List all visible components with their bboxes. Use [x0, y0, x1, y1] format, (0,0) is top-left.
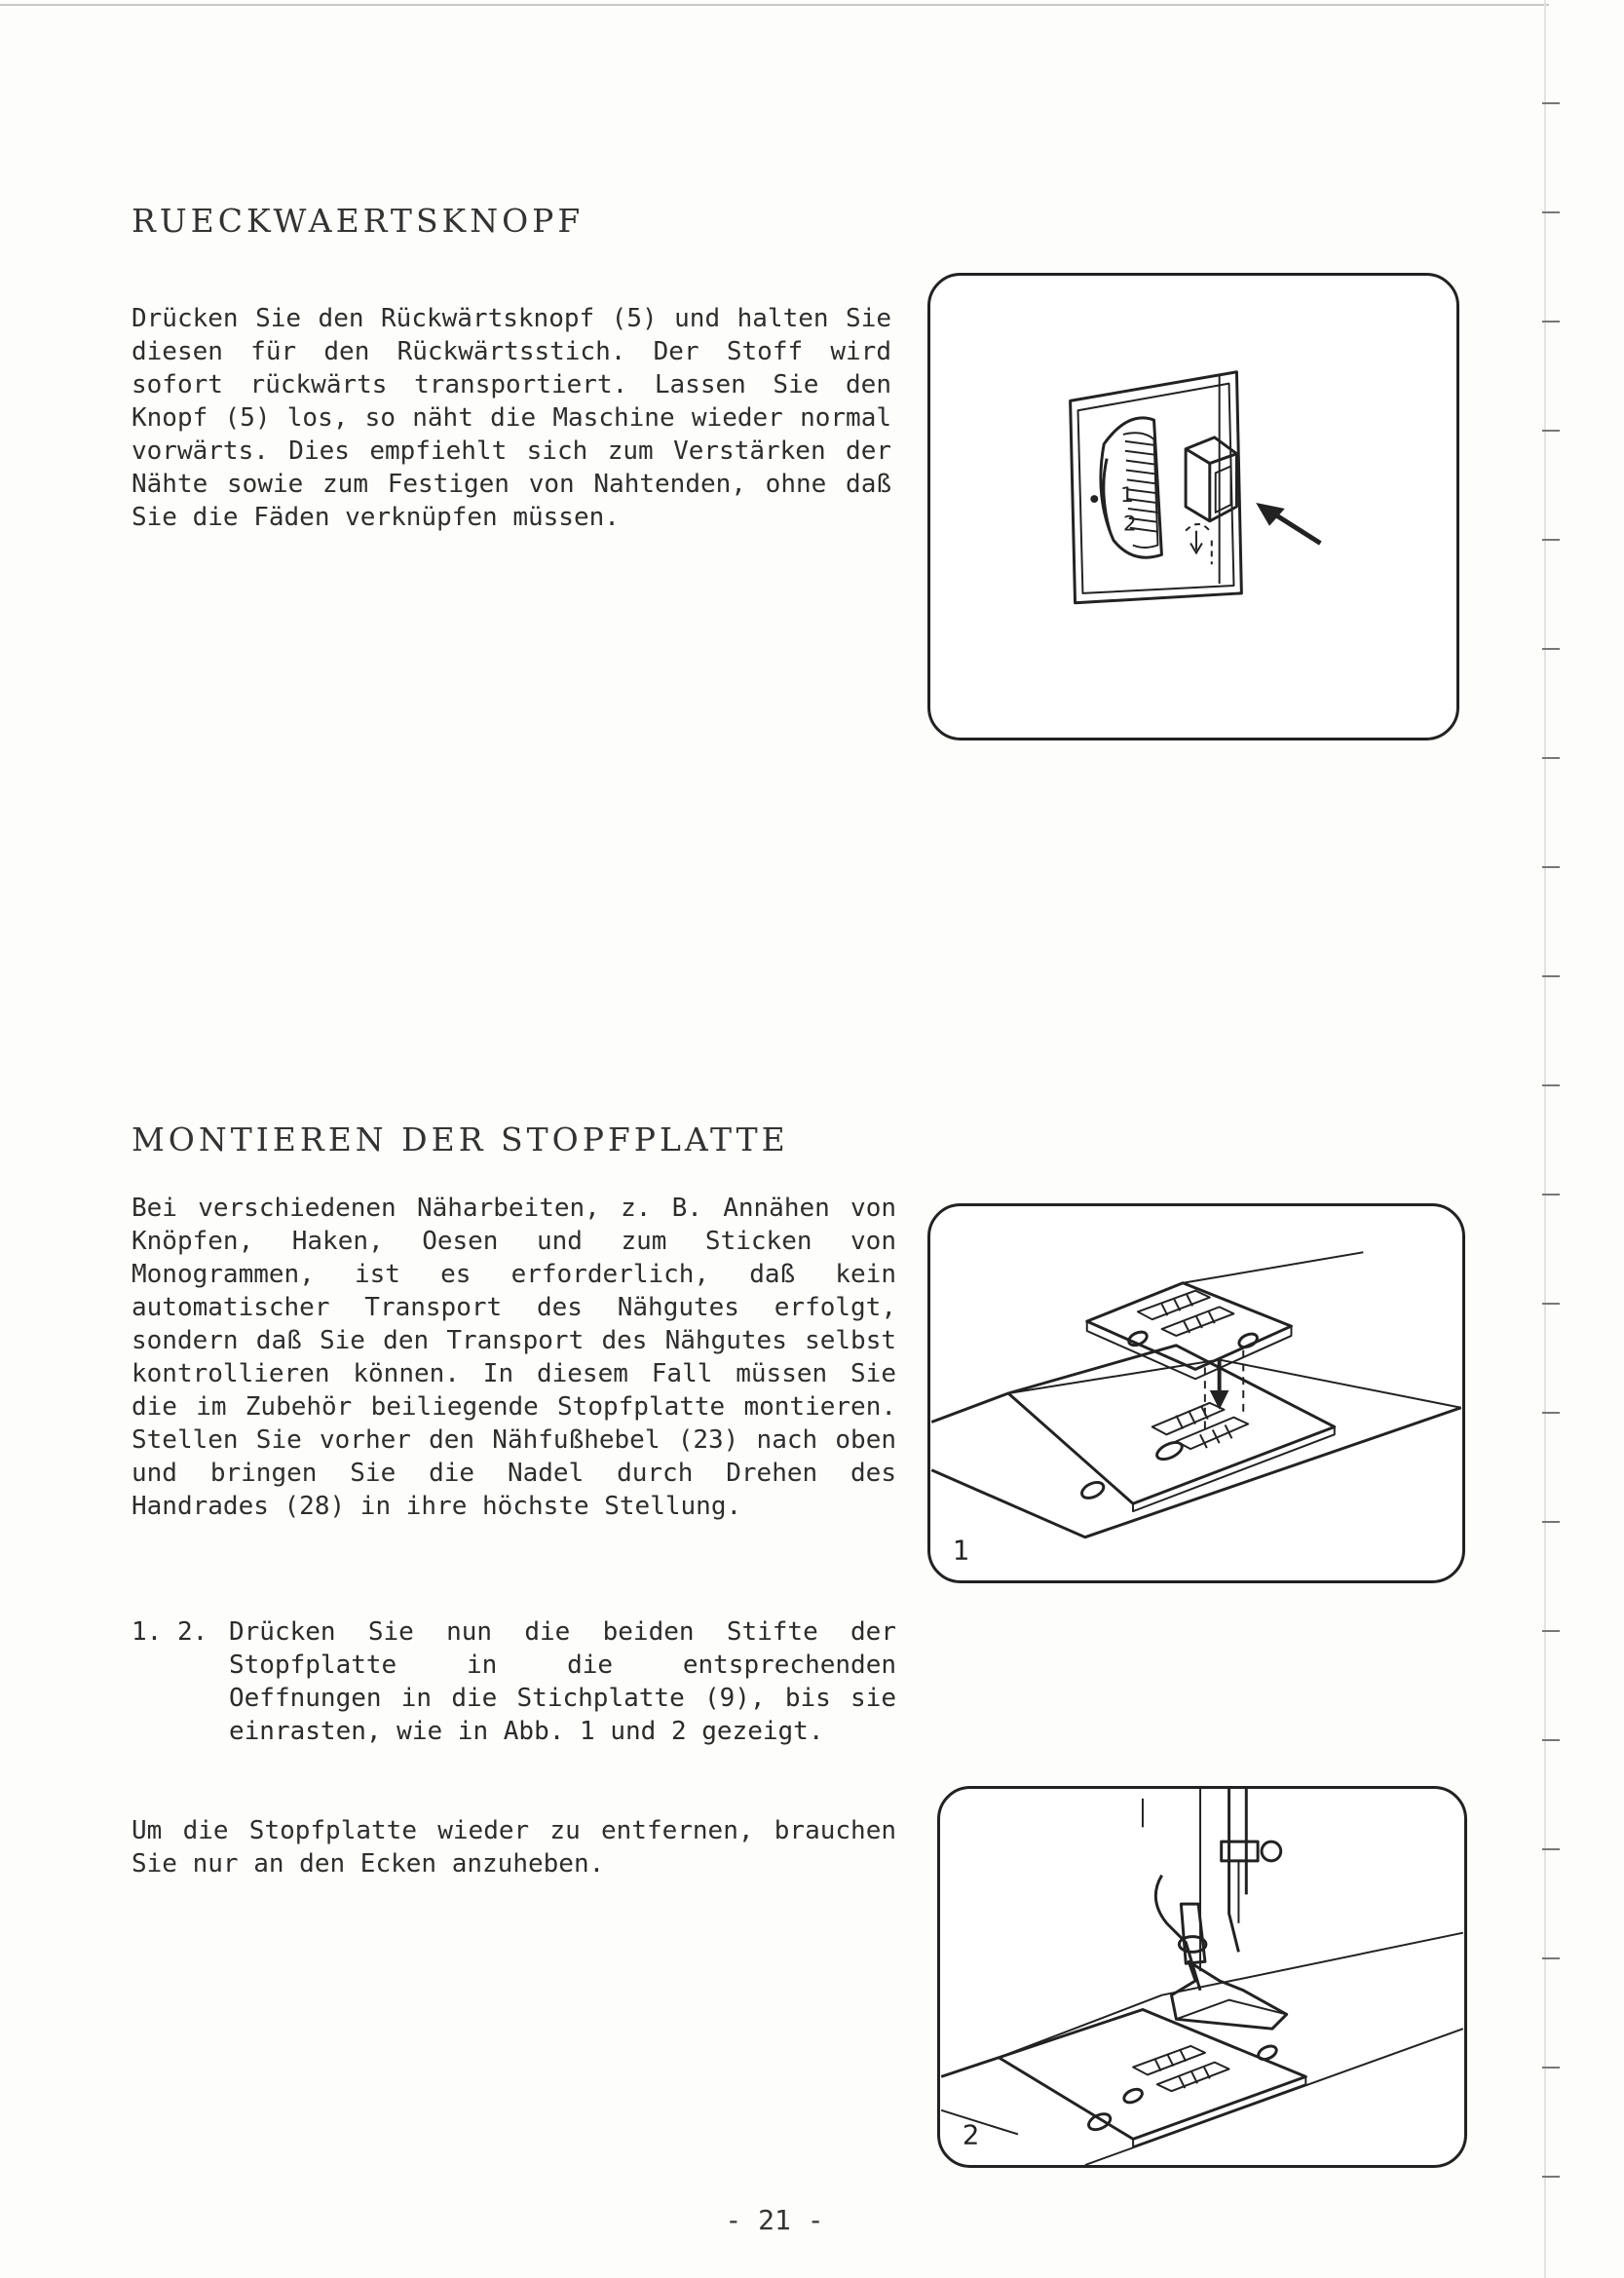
dial-label-2: 2 [1122, 512, 1137, 537]
dial-label-1: 1 [1119, 483, 1134, 509]
heading-darning-plate: MONTIEREN DER STOPFPLATTE [132, 1120, 789, 1158]
margin-tick [1542, 2067, 1560, 2069]
margin-tick [1542, 1084, 1560, 1086]
margin-tick [1542, 975, 1560, 977]
margin-tick [1542, 211, 1560, 213]
margin-tick [1542, 539, 1560, 541]
margin-tick [1542, 757, 1560, 759]
reverse-button-illustration [930, 276, 1456, 738]
plate-mounting-illustration [930, 1206, 1462, 1580]
margin-tick [1542, 102, 1560, 104]
margin-tick [1542, 1303, 1560, 1305]
step-1-2 [132, 1615, 901, 1791]
figure-reverse-button [927, 273, 1459, 740]
dial-dot [1090, 495, 1098, 503]
paragraph-removal: Um die Stopfplatte wieder zu entfernen, brauchen Sie nur an den Ecken anzuheben. [132, 1816, 896, 1879]
margin-tick [1542, 430, 1560, 432]
margin-tick [1542, 1412, 1560, 1414]
margin-tick [1542, 648, 1560, 650]
margin-tick [1542, 1194, 1560, 1196]
paragraph-reverse-button: Drücken Sie den Rückwärtsknopf (5) und halten Sie diesen für den Rückwärtsstich. Der Stoff wird sofort rückwärts transportiert. Lassen Sie den Knopf (5) los, so näht die Maschine wieder normal vorwärts. Dies empfiehlt sich zum Verstärken der Nähte sowie zum Festigen von Nahtenden, ohne daß Sie die Fäden verknüpfen müssen. [132, 304, 891, 532]
step-text: Drücken Sie nun die beiden Stifte der Stopfplatte in die entsprechenden Oeffnungen in die Stichplatte (9), bis sie einrasten, wie in Abb. 1 und 2 gezeigt. [229, 1617, 896, 1746]
plate-installed-illustration [940, 1789, 1464, 2165]
figure-2-plate-installed [937, 1786, 1467, 2168]
margin-tick [1542, 1848, 1560, 1850]
margin-tick [1542, 866, 1560, 868]
margin-tick [1542, 1630, 1560, 1632]
margin-tick [1542, 2176, 1560, 2178]
figure-1-plate-mounting [927, 1203, 1465, 1583]
figure-2-label: 2 [962, 2118, 980, 2151]
margin-tick [1542, 1521, 1560, 1523]
page-edge [1544, 0, 1546, 2278]
heading-reverse-button: RUECKWAERTSKNOPF [132, 202, 585, 240]
margin-tick [1542, 1739, 1560, 1741]
margin-tick [1542, 321, 1560, 323]
margin-tick [1542, 1957, 1560, 1959]
page-number: - 21 - [725, 2204, 824, 2236]
step-number: 1. 2. [132, 1617, 208, 1647]
paragraph-darning-plate: Bei verschiedenen Näharbeiten, z. B. Annähen von Knöpfen, Haken, Oesen und zum Sticken von Monogrammen, ist es erforderlich, daß kein automatischer Transport des Nähgutes erfolgt, sondern daß Sie den Transport des Nähgutes selbst kontrollieren können. In diesem Fall müssen Sie die im Zubehör beiliegende Stopfplatte montieren. Stellen Sie vorher den Nähfußhebel (23) nach oben und bringen Sie die Nadel durch Drehen des Handrades (28) in ihre höchste Stellung. [132, 1194, 896, 1521]
top-rule [0, 4, 1549, 6]
figure-1-label: 1 [952, 1535, 970, 1567]
